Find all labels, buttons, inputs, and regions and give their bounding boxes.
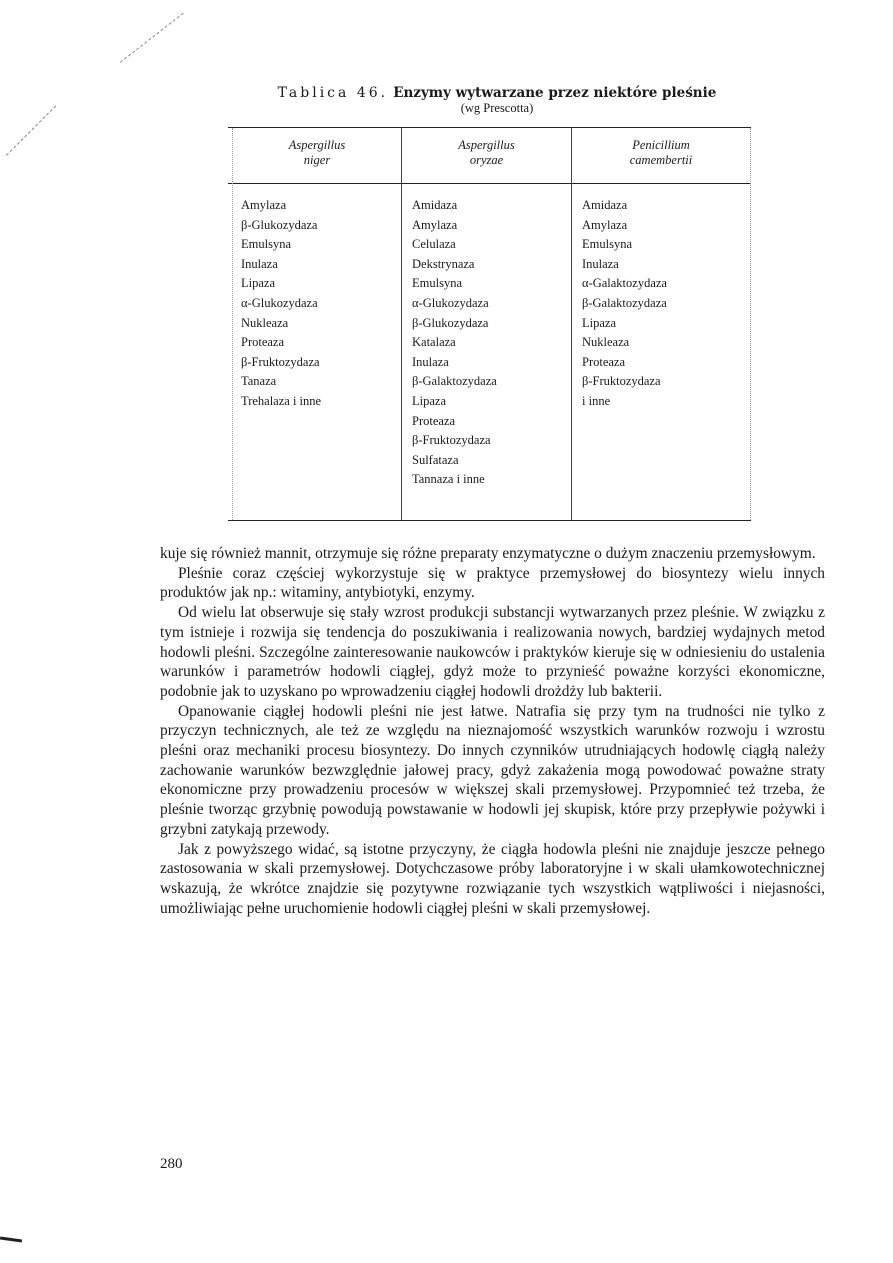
- list-item: Inulaza: [412, 354, 449, 369]
- list-item: Amylaza: [582, 217, 628, 232]
- table-bottom-rule: [228, 520, 751, 521]
- scan-artifact: [120, 13, 184, 63]
- list-item: α-Glukozydaza: [412, 295, 489, 310]
- column-header-aspergillus-oryzae: Aspergillus oryzae: [458, 138, 515, 167]
- column-header-penicillium-camembertii: Penicillium camembertii: [629, 138, 693, 167]
- list-item: Tanaza: [241, 374, 277, 389]
- column-header-aspergillus-niger: Aspergillus niger: [288, 138, 346, 167]
- paragraph: Od wielu lat obserwuje się stały wzrost produkcji substancji wytwarzanych przez pleśnie. W związku z tym istnieje i rozwija się tendencja do poszukiwania i realizowania nowych, bardziej wydajnych metod hodowli pleśni. Szczególne zainteresowanie naukowców i praktyków kieruje się w odniesieniu do ustalenia warunków i parametrów hodowli ciągłej, gdyż może to przynieść poważne korzyści ekonomiczne, podobnie jak to uzyskano po wprowadzeniu ciągłej hodowli drożdży lub bakterii.: [160, 604, 825, 700]
- list-item: Lipaza: [241, 276, 276, 291]
- paragraph: Pleśnie coraz częściej wykorzystuje się w praktyce przemysłowej do biosyntezy wielu innych produktów jak np.: witaminy, antybiotyki, enzymy.: [160, 564, 825, 602]
- list-item: Inulaza: [241, 256, 278, 271]
- page-number: 280: [160, 1156, 183, 1172]
- list-item: Tannaza i inne: [412, 472, 485, 487]
- table-caption-title: Enzymy wytwarzane przez niektóre pleśnie: [393, 85, 717, 101]
- table-column-divider: [571, 128, 572, 520]
- list-item: i inne: [582, 393, 611, 408]
- table-caption-source: (wg Prescotta): [460, 101, 534, 115]
- list-item: Amidaza: [582, 198, 628, 212]
- list-item: Nukleaza: [241, 315, 289, 330]
- list-item: Proteaza: [241, 335, 285, 350]
- enzyme-list-penicillium-camembertii: [582, 196, 667, 412]
- list-item: Inulaza: [582, 256, 619, 271]
- list-item: Lipaza: [412, 393, 447, 408]
- list-item: Emulsyna: [241, 237, 291, 252]
- enzyme-list-aspergillus-oryzae: [412, 196, 497, 490]
- list-item: Trehalaza i inne: [241, 393, 322, 408]
- list-item: Dekstrynaza: [412, 256, 475, 271]
- list-item: β-Fruktozydaza: [241, 354, 320, 369]
- list-item: Celulaza: [412, 237, 456, 252]
- list-item: β-Glukozydaza: [241, 217, 318, 232]
- list-item: Amylaza: [412, 217, 458, 232]
- list-item: Lipaza: [582, 315, 617, 330]
- list-item: Sulfataza: [412, 452, 459, 467]
- table-left-edge: [232, 128, 233, 520]
- paragraph: Jak z powyższego widać, są istotne przyczyny, że ciągła hodowla pleśni nie znajduje jeszcze pełnego zastosowania w skali przemysłowej. Dotychczasowe próby laboratoryjne i w skali ułamkowotechnicznej wskazują, że wkrótce znajdzie się pozytywne rozwiązanie tych wszystkich wątpliwości i niejasności, umożliwiając pełne uruchomienie hodowli ciągłej pleśni w skali przemysłowej.: [160, 840, 825, 917]
- list-item: Amidaza: [412, 198, 458, 212]
- paragraph: kuje się również mannit, otrzymuje się różne preparaty enzymatyczne o dużym znaczeniu przemysłowym.: [160, 545, 816, 562]
- list-item: α-Glukozydaza: [241, 295, 318, 310]
- body-text: [160, 544, 825, 918]
- list-item: Katalaza: [412, 335, 456, 350]
- table-header-rule: [228, 183, 751, 184]
- scan-artifact: [6, 106, 56, 156]
- list-item: Proteaza: [412, 413, 456, 428]
- paragraph: Opanowanie ciągłej hodowli pleśni nie jest łatwe. Natrafia się przy tym na trudności nie tylko z przyczyn technicznych, ale też ze względu na nieznajomość wszystkich warunków rozwoju i wzrostu pleśni oraz mechaniki procesu biosyntezy. Do innych czynników utrudniających hodowlę ciągłą należy zachowanie warunków bezwzględnie jałowej pracy, gdyż zakażenia mogą powodować poważne straty ekonomiczne przy prowadzeniu procesów w większej skali przemysłowej. Przypomnieć też trzeba, że pleśnie tworząc grzybnię powodują powstawanie w hodowli jej skupisk, które przy przepływie pożywki i grzybni zatykają przewody.: [160, 702, 825, 838]
- enzyme-list-aspergillus-niger: [241, 196, 321, 412]
- list-item: Proteaza: [582, 354, 626, 369]
- scan-edge-mark: [0, 1236, 22, 1242]
- table-column-divider: [401, 128, 402, 520]
- list-item: β-Galaktozydaza: [412, 374, 497, 389]
- list-item: β-Galaktozydaza: [582, 295, 667, 310]
- list-item: Nukleaza: [582, 335, 630, 350]
- list-item: β-Fruktozydaza: [582, 374, 661, 389]
- table-top-rule: [228, 127, 751, 128]
- table-caption-prefix: Tablica 46.: [277, 85, 389, 101]
- list-item: Emulsyna: [412, 276, 462, 291]
- list-item: α-Galaktozydaza: [582, 276, 667, 291]
- table-right-edge: [750, 128, 751, 520]
- list-item: Amylaza: [241, 198, 287, 212]
- list-item: β-Fruktozydaza: [412, 433, 491, 448]
- table-caption: [262, 84, 732, 115]
- list-item: Emulsyna: [582, 237, 632, 252]
- list-item: β-Glukozydaza: [412, 315, 489, 330]
